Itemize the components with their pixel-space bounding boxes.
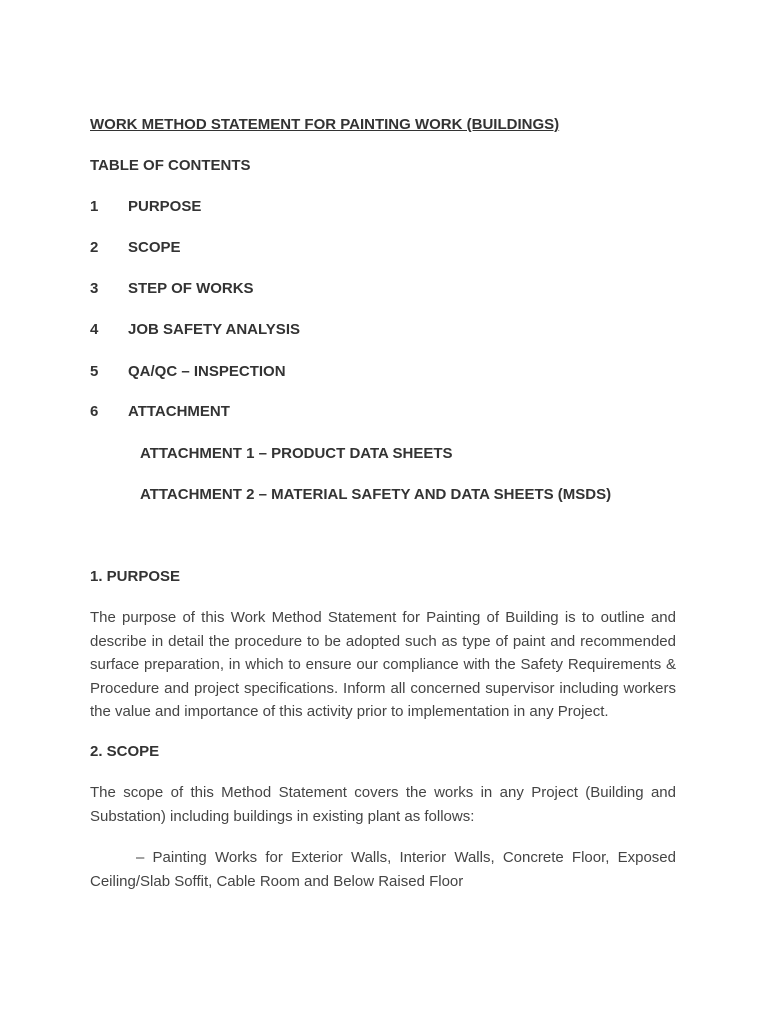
toc-item-label: JOB SAFETY ANALYSIS [128, 321, 300, 338]
toc-item-qa-qc-inspection [90, 363, 286, 380]
scope-bullet-item: – Painting Works for Exterior Walls, Interior Walls, Concrete Floor, Exposed Ceiling/Slab Soffit, Cable Room and Below Raised Floor [90, 849, 676, 890]
toc-item-scope [90, 239, 181, 256]
toc-item-label: STEP OF WORKS [128, 280, 254, 297]
toc-item-number: 2 [90, 239, 99, 256]
scope-paragraph: The scope of this Method Statement covers the works in any Project (Building and Substation) including buildings in existing plant as follows: [90, 784, 676, 825]
toc-heading: TABLE OF CONTENTS [90, 157, 251, 174]
toc-item-step-of-works [90, 280, 254, 297]
toc-item-label: ATTACHMENT [128, 403, 230, 420]
toc-attachment-1: ATTACHMENT 1 – PRODUCT DATA SHEETS [140, 445, 453, 462]
toc-item-number: 4 [90, 321, 99, 338]
toc-item-number: 6 [90, 403, 99, 420]
scope-heading: 2. SCOPE [90, 743, 160, 760]
toc-item-number: 5 [90, 363, 99, 380]
toc-attachment-2: ATTACHMENT 2 – MATERIAL SAFETY AND DATA SHEETS (MSDS) [140, 486, 612, 503]
purpose-paragraph: The purpose of this Work Method Statement for Painting of Building is to outline and describe in detail the procedure to be adopted such as type of paint and recommended surface preparation, in which to ensure our compliance with the Safety Requirements & Procedure and project specifications. Inform all concerned supervisor including workers the value and importance of this activity prior to implementation in any Project. [90, 609, 676, 720]
toc-item-number: 1 [90, 198, 99, 215]
toc-item-label: PURPOSE [128, 198, 202, 215]
toc-item-job-safety-analysis [90, 321, 300, 338]
purpose-heading: 1. PURPOSE [90, 568, 181, 585]
toc-item-label: QA/QC – INSPECTION [128, 363, 286, 380]
document-title: WORK METHOD STATEMENT FOR PAINTING WORK (BUILDINGS) [90, 116, 560, 133]
toc-item-attachment [90, 403, 230, 420]
toc-item-number: 3 [90, 280, 99, 297]
toc-item-purpose [90, 198, 201, 215]
toc-item-label: SCOPE [128, 239, 181, 256]
